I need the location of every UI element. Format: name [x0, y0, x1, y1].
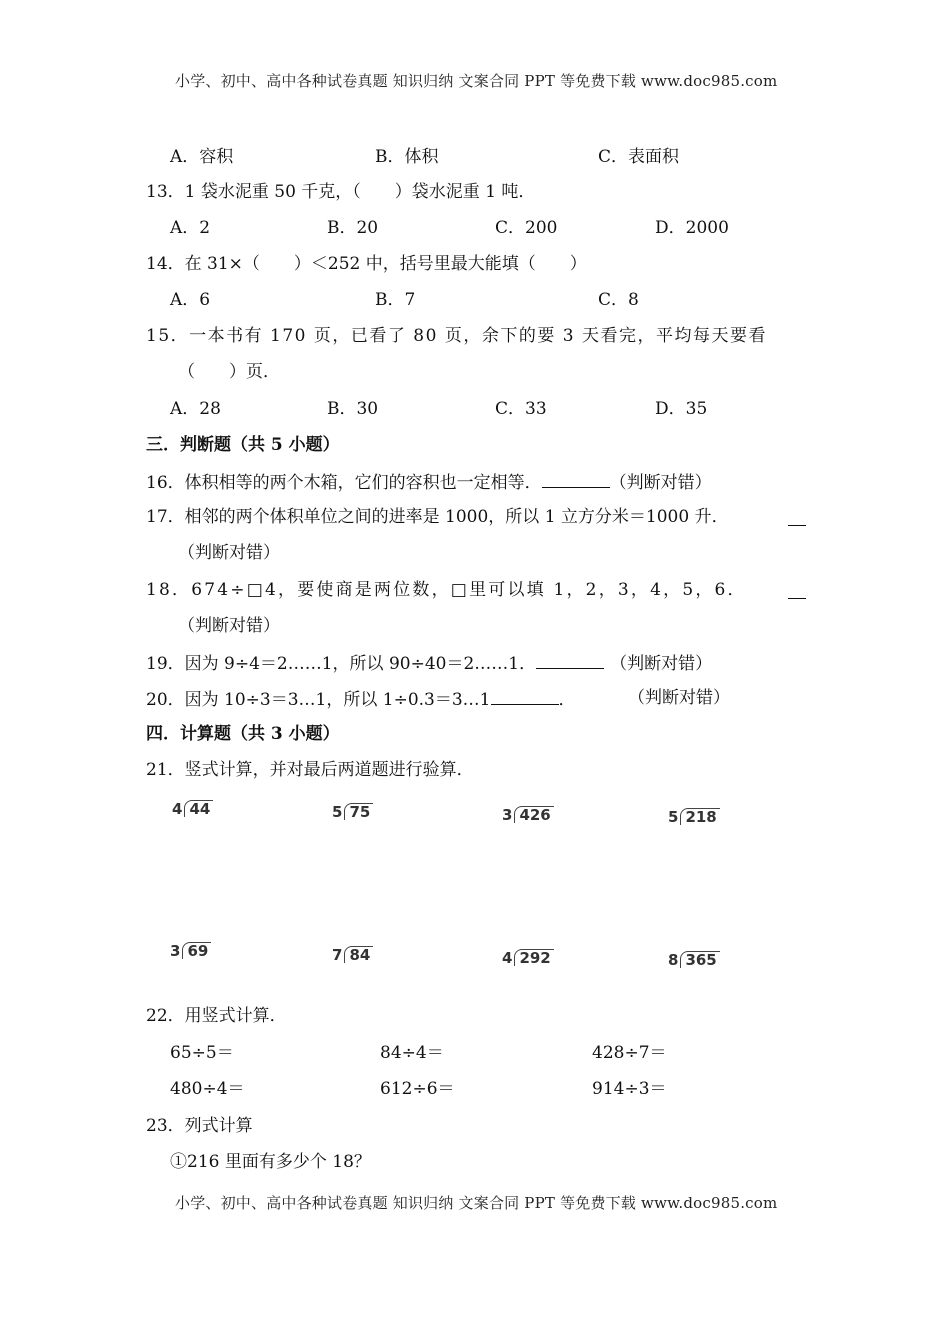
q20-answer-blank[interactable]	[491, 688, 559, 705]
q20-judge-label: （判断对错）	[628, 688, 730, 708]
q14-option-a: A．6	[170, 290, 211, 310]
q16-judge-label: （判断对错）	[609, 473, 712, 493]
q22-expression: 428÷7＝	[592, 1043, 667, 1063]
q15-option-d: D．35	[655, 399, 708, 419]
divisor: 3	[170, 942, 181, 960]
section-4-title: 四．计算题（共 3 小题）	[146, 724, 340, 744]
q20-text	[146, 688, 576, 710]
long-division	[170, 942, 211, 960]
q13-option-c: C．200	[495, 218, 558, 238]
q13-option-a: A．2	[170, 218, 211, 238]
dividend: 218	[680, 808, 719, 825]
q19-statement: 19．因为 9÷4＝2……1，所以 90÷40＝2……1．	[146, 654, 537, 674]
dividend: 365	[680, 951, 719, 968]
q16-statement: 16．体积相等的两个木箱，它们的容积也一定相等．	[146, 473, 542, 493]
divisor: 5	[332, 803, 343, 821]
q15-option-b: B．30	[327, 399, 379, 419]
dividend: 44	[184, 800, 213, 817]
q12-option-a: A．容积	[170, 147, 234, 167]
q13-stem: 13．1 袋水泥重 50 千克，（ ）袋水泥重 1 吨．	[146, 182, 536, 202]
q22-expression: 612÷6＝	[380, 1079, 455, 1099]
q18-statement: 18．674÷□4，要使商是两位数，□里可以填 1，2，3，4，5，6．	[146, 580, 747, 600]
q14-stem: 14．在 31×（ ）＜252 中，括号里最大能填（ ）	[146, 254, 587, 274]
q16-answer-blank[interactable]	[542, 471, 610, 488]
q22-stem: 22．用竖式计算．	[146, 1006, 287, 1026]
q13-option-b: B．20	[327, 218, 379, 238]
dividend: 426	[514, 806, 553, 823]
q15-stem-line2: （ ）页．	[178, 362, 280, 382]
q14-option-c: C．8	[598, 290, 639, 310]
q15-option-a: A．28	[170, 399, 221, 419]
divisor: 8	[668, 951, 679, 969]
q21-stem: 21．竖式计算，并对最后两道题进行验算．	[146, 760, 474, 780]
q19-answer-blank[interactable]	[536, 652, 604, 669]
divisor: 7	[332, 946, 343, 964]
q12-option-c: C．表面积	[598, 147, 680, 167]
dividend: 75	[344, 803, 373, 820]
q22-expression: 65÷5＝	[170, 1043, 234, 1063]
q18-answer-blank[interactable]	[788, 582, 806, 599]
q15-stem-line1: 15．一本书有 170 页，已看了 80 页，余下的要 3 天看完，平均每天要看	[146, 326, 767, 346]
long-division	[332, 946, 373, 964]
page-footer: 小学、初中、高中各种试卷真题 知识归纳 文案合同 PPT 等免费下载 www.doc985.com	[175, 1194, 778, 1212]
q19-text	[146, 652, 712, 674]
divisor: 4	[172, 800, 183, 818]
long-division	[502, 806, 554, 824]
q17-statement: 17．相邻的两个体积单位之间的进率是 1000，所以 1 立方分米＝1000 升．	[146, 507, 729, 527]
dividend: 69	[182, 942, 211, 959]
divisor: 5	[668, 808, 679, 826]
q17-judge-label: （判断对错）	[178, 543, 280, 563]
q20-statement: 20．因为 10÷3＝3…1，所以 1÷0.3＝3…1	[146, 690, 491, 710]
dividend: 292	[514, 949, 553, 966]
q15-option-c: C．33	[495, 399, 547, 419]
divisor: 3	[502, 806, 513, 824]
q22-expression: 84÷4＝	[380, 1043, 444, 1063]
q13-option-d: D．2000	[655, 218, 729, 238]
section-3-title: 三．判断题（共 5 小题）	[146, 435, 340, 455]
long-division	[172, 800, 213, 818]
q22-expression: 914÷3＝	[592, 1079, 667, 1099]
q20-period: ．	[558, 690, 576, 710]
q19-judge-label: （判断对错）	[610, 654, 713, 674]
divisor: 4	[502, 949, 513, 967]
q23-stem: 23．列式计算	[146, 1116, 253, 1136]
q17-answer-blank[interactable]	[788, 509, 806, 526]
q12-option-b: B．体积	[375, 147, 439, 167]
long-division	[668, 951, 720, 969]
page-header: 小学、初中、高中各种试卷真题 知识归纳 文案合同 PPT 等免费下载 www.doc985.com	[175, 72, 778, 90]
long-division	[668, 808, 720, 826]
q22-expression: 480÷4＝	[170, 1079, 245, 1099]
q23-sub-1: ①216 里面有多少个 18？	[170, 1152, 371, 1172]
dividend: 84	[344, 946, 373, 963]
q16-text	[146, 471, 712, 493]
long-division	[502, 949, 554, 967]
q18-judge-label: （判断对错）	[178, 616, 280, 636]
q14-option-b: B．7	[375, 290, 416, 310]
long-division	[332, 803, 373, 821]
